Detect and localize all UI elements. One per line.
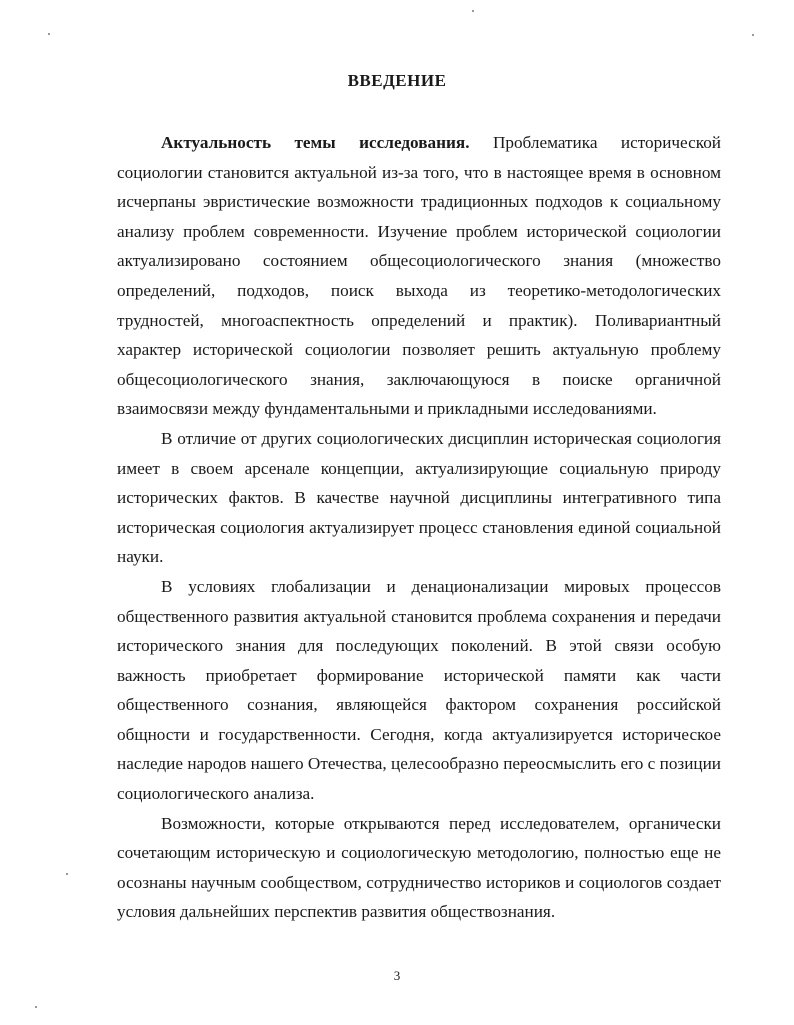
- scan-speck: [35, 1006, 37, 1008]
- page-title: ВВЕДЕНИЕ: [347, 71, 447, 90]
- paragraph-globalization: [117, 572, 721, 809]
- paragraph-text: В отличие от других социологических дисциплин историческая социология имеет в своем арсенале концепции, актуализирующие социальную природу исторических фактов. В качестве научной дисциплины интегративного типа историческая социология актуализирует процесс становления единой социальной науки.: [117, 428, 721, 567]
- scan-speck: [752, 34, 754, 36]
- paragraph-possibilities: [117, 809, 721, 927]
- document-body: [117, 128, 721, 927]
- paragraph-lead: Актуальность темы исследования.: [161, 133, 470, 152]
- scan-speck: [472, 10, 474, 12]
- paragraph-text: Проблематика исторической социологии становится актуальной из-за того, что в настоящее время в основном исчерпаны эвристические возможности традиционных подходов к социальному анализу проблем современности. Изучение проблем исторической социологии актуализировано состоянием общесоциологического знания (множество определений, подходов, поиск выхода из теоретико-методологических трудностей, многоаспектность определений и практик). Поливариантный характер исторической социологии позволяет решить актуальную проблему общесоциологического знания, заключающуюся в поиске органичной взаимосвязи между фундаментальными и прикладными исследованиями.: [117, 133, 722, 419]
- paragraph-text: В условиях глобализации и денационализации мировых процессов общественного развития актуальной становится проблема сохранения и передачи исторического знания для последующих поколений. В этой связи особую важность приобретает формирование исторической памяти как части общественного сознания, являющейся фактором сохранения российской общности и государственности. Сегодня, когда актуализируется историческое наследие народов нашего Отечества, целесообразно переосмыслить его с позиции социологического анализа.: [117, 576, 721, 804]
- paragraph-text: Возможности, которые открываются перед исследователем, органически сочетающим историческую и социологическую методологию, полностью еще не осознаны научным сообществом, сотрудничество историков и социологов создает условия дальнейших перспектив развития обществознания.: [117, 813, 721, 922]
- scan-speck: [48, 33, 50, 35]
- page-number: 3: [393, 968, 401, 983]
- paragraph-disciplines: [117, 424, 721, 572]
- scan-speck: [66, 873, 68, 875]
- paragraph-relevance: [117, 128, 721, 424]
